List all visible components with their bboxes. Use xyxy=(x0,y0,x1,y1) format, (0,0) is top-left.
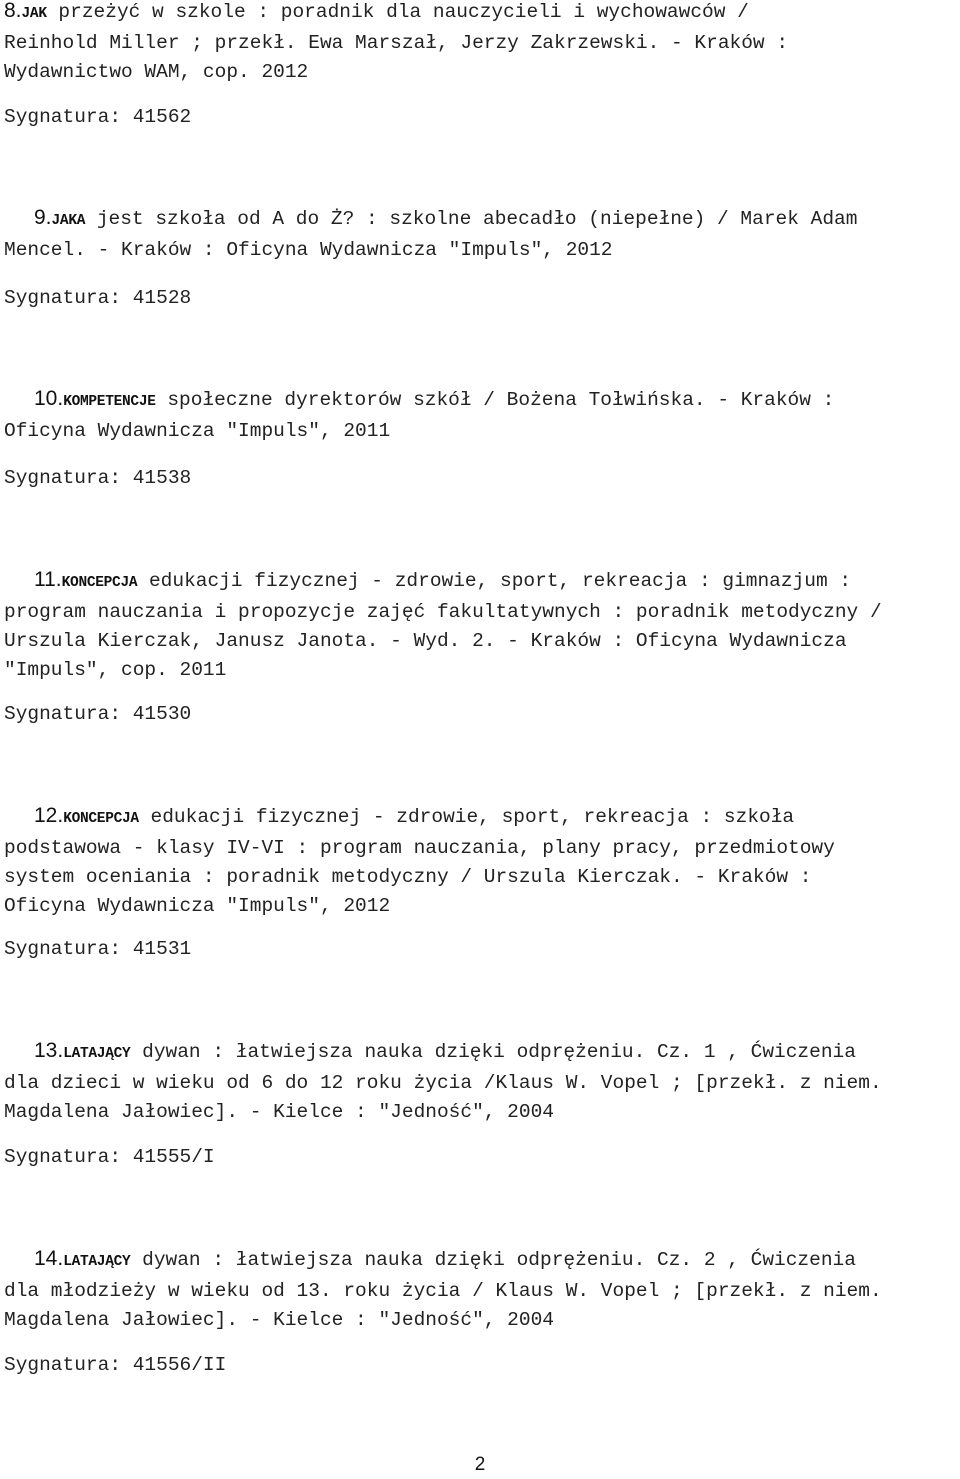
entry-keyword: KONCEPCJA xyxy=(63,811,139,827)
catalog-entry-12 xyxy=(4,801,958,921)
entry-text-line: "Impuls", cop. 2011 xyxy=(4,659,227,681)
page-number: 2 xyxy=(474,1454,486,1475)
signature-14: Sygnatura: 41556/II xyxy=(4,1354,227,1376)
entry-text-line: dla dzieci w wieku od 6 do 12 roku życia /Klaus W. Vopel ; [przekł. z niem. xyxy=(4,1072,882,1094)
entry-text-line: Magdalena Jałowiec]. - Kielce : "Jedność", 2004 xyxy=(4,1309,554,1331)
entry-number: 9. xyxy=(34,206,52,229)
entry-text-line: Mencel. - Kraków : Oficyna Wydawnicza "Impuls", 2012 xyxy=(4,239,613,261)
entry-keyword: KONCEPCJA xyxy=(61,575,138,591)
catalog-entry-14 xyxy=(4,1244,958,1335)
entry-title xyxy=(4,801,958,834)
entry-title xyxy=(4,0,958,29)
entry-text-line: jest szkoła od A do Ż? : szkolne abecadło (niepełne) / Marek Adam xyxy=(85,208,858,230)
entry-keyword: JAKA xyxy=(51,213,86,229)
entry-text-line: przeżyć w szkole : poradnik dla nauczycieli i wychowawców / xyxy=(46,1,749,23)
entry-text-line: program nauczania i propozycje zajęć fakultatywnych : poradnik metodyczny / xyxy=(4,601,882,623)
catalog-entry-10 xyxy=(4,384,958,446)
entry-text-line: Urszula Kierczak, Janusz Janota. - Wyd. 2. - Kraków : Oficyna Wydawnicza xyxy=(4,630,847,652)
entry-text-line: dywan : łatwiejsza nauka dzięki odprężeniu. Cz. 1 , Ćwiczenia xyxy=(130,1041,856,1063)
entry-number: 13. xyxy=(34,1039,64,1062)
entry-text-line: edukacji fizycznej - zdrowie, sport, rekreacja : gimnazjum : xyxy=(137,570,852,592)
entry-number: 14. xyxy=(34,1247,64,1270)
entry-text-line: Oficyna Wydawnicza "Impuls", 2012 xyxy=(4,895,391,917)
entry-title xyxy=(4,565,958,598)
entry-title xyxy=(4,1036,958,1069)
entry-text-line: Wydawnictwo WAM, cop. 2012 xyxy=(4,61,309,83)
entry-keyword: KOMPETENCJE xyxy=(63,394,156,410)
catalog-entry-8 xyxy=(4,0,958,87)
signature-10: Sygnatura: 41538 xyxy=(4,467,192,489)
entry-text-line: społeczne dyrektorów szkół / Bożena Tołwińska. - Kraków : xyxy=(155,389,835,411)
entry-text-line: Reinhold Miller ; przekł. Ewa Marszał, Jerzy Zakrzewski. - Kraków : xyxy=(4,32,789,54)
entry-text-line: Oficyna Wydawnicza "Impuls", 2011 xyxy=(4,420,391,442)
entry-title xyxy=(4,203,958,236)
signature-9: Sygnatura: 41528 xyxy=(4,287,192,309)
entry-text-line: dywan : łatwiejsza nauka dzięki odprężeniu. Cz. 2 , Ćwiczenia xyxy=(130,1249,856,1271)
entry-number: 8. xyxy=(4,0,22,22)
entry-keyword: JAK xyxy=(21,6,47,22)
signature-12: Sygnatura: 41531 xyxy=(4,938,192,960)
entry-keyword: LATAJĄCY xyxy=(63,1046,131,1062)
entry-number: 12. xyxy=(34,804,64,827)
entry-title xyxy=(4,1244,958,1277)
catalog-entry-9 xyxy=(4,203,958,265)
entry-number: 10. xyxy=(34,387,64,410)
signature-13: Sygnatura: 41555/I xyxy=(4,1146,215,1168)
signature-8: Sygnatura: 41562 xyxy=(4,106,192,128)
entry-title xyxy=(4,384,958,417)
entry-text-line: edukacji fizycznej - zdrowie, sport, rekreacja : szkoła xyxy=(138,806,795,828)
entry-text-line: Magdalena Jałowiec]. - Kielce : "Jedność", 2004 xyxy=(4,1101,554,1123)
entry-text-line: dla młodzieży w wieku od 13. roku życia / Klaus W. Vopel ; [przekł. z niem. xyxy=(4,1280,882,1302)
catalog-entry-13 xyxy=(4,1036,958,1127)
catalog-entry-11 xyxy=(4,565,958,685)
entry-text-line: podstawowa - klasy IV-VI : program nauczania, plany pracy, przedmiotowy xyxy=(4,837,835,859)
entry-number: 11. xyxy=(34,568,62,591)
entry-keyword: LATAJĄCY xyxy=(63,1254,131,1270)
signature-11: Sygnatura: 41530 xyxy=(4,703,192,725)
entry-text-line: system oceniania : poradnik metodyczny / Urszula Kierczak. - Kraków : xyxy=(4,866,812,888)
